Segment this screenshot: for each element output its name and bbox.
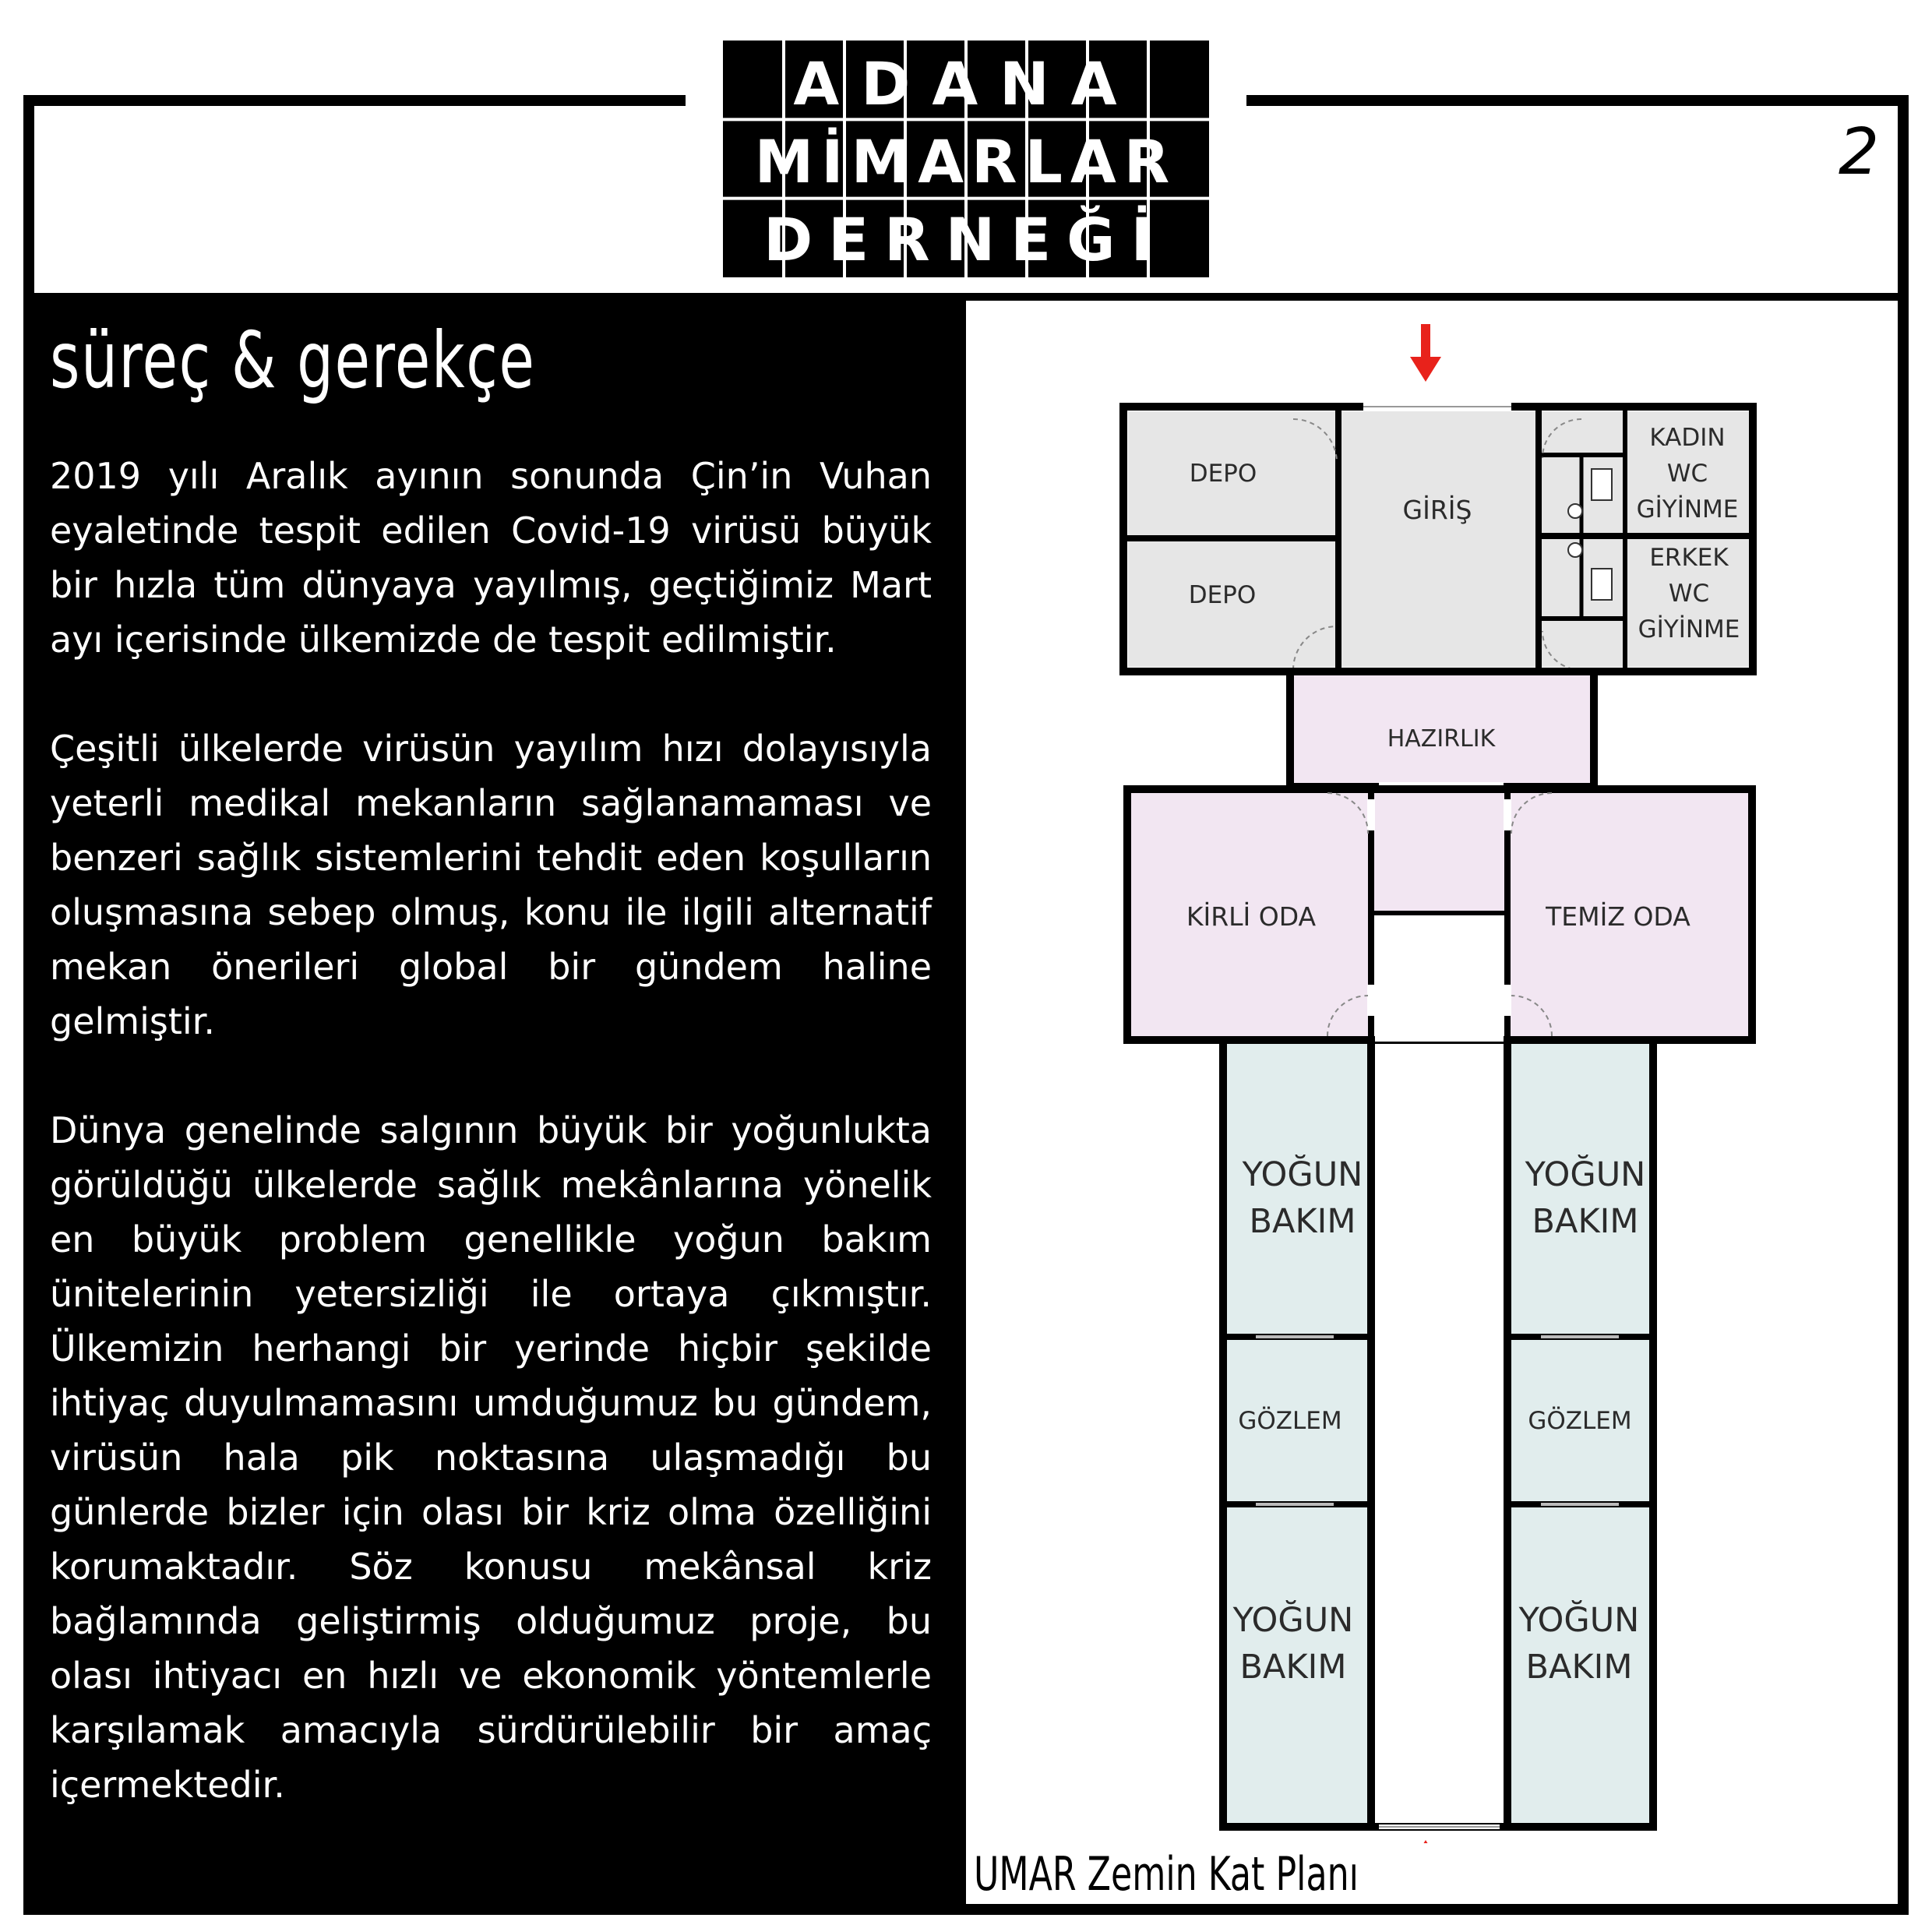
- association-logo: [723, 41, 1209, 277]
- depo-2-label: DEPO: [1188, 581, 1257, 609]
- yogun-bakim-1-line-2: BAKIM: [1249, 1202, 1356, 1241]
- yogun-bakim-1-line-1: YOĞUN: [1242, 1155, 1363, 1194]
- temiz-oda-label: TEMİZ ODA: [1546, 901, 1690, 932]
- plan-caption: UMAR Zemin Kat Planı: [974, 1847, 1359, 1902]
- giris-room: [1340, 411, 1536, 667]
- logo-line-3: DERNEĞİ: [763, 205, 1169, 274]
- yogun-bakim-4-line-2: BAKIM: [1525, 1648, 1633, 1687]
- hazirlik-label: HAZIRLIK: [1387, 725, 1496, 753]
- kadin-wc-line-3: GİYİNME: [1636, 495, 1739, 524]
- paragraph-3: Dünya genelinde salgının büyük bir yoğunlukta görüldüğü ülkelerde sağlık mekânlarına yönelik en büyük problem genellikle yoğun bakım ünitelerinin yetersizliği ile ortaya çıkmıştır. Ülkemizin herhangi bir yerinde hiçbir şekilde ihtiyaç duyulmamasını umduğumuz bu gündem, virüsün hala pik noktasına ulaşmadığı bu günlerde bizler için olası bir kriz olma özelliğini korumaktadır. Söz konusu mekânsal kriz bağlamında geliştirmiş olduğumuz proje, bu olası ihtiyacı en hızlı ve ekonomik yöntemlerle karşılamak amacıyla sürdürülebilir bir amaç içermektedir.: [50, 1109, 932, 1806]
- yogun-bakim-3-line-2: BAKIM: [1239, 1648, 1347, 1687]
- section-heading: süreç & gerekçe: [50, 315, 536, 406]
- kirli-oda-label: KİRLİ ODA: [1186, 901, 1317, 932]
- entrance-arrow-bottom: [1410, 1840, 1441, 1843]
- text-panel: [23, 301, 966, 1915]
- erkek-wc-line-3: GİYİNME: [1638, 615, 1740, 643]
- erkek-wc-line-1: ERKEK: [1649, 544, 1729, 572]
- paragraph-1: 2019 yılı Aralık ayının sonunda Çin’in Vuhan eyaletinde tespit edilen Covid-19 virüsü büyük bir hızla tüm dünyaya yayılmış, geçtiğimiz Mart ayı içerisinde ülkemizde de tespit edilmiştir.: [50, 455, 932, 661]
- kadin-wc-line-2: WC: [1666, 460, 1708, 488]
- paragraph-2: Çeşitli ülkelerde virüsün yayılım hızı dolayısıyla yeterli medikal mekanların sağlanamaması ve benzeri sağlık sistemlerini tehdit eden koşulların oluşmasına sebep olmuş, konu ile ilgili alternatif mekan önerileri global bir gündem haline gelmiştir.: [50, 728, 932, 1042]
- page-number: 2: [1839, 115, 1880, 189]
- depo-1-label: DEPO: [1189, 460, 1257, 488]
- erkek-wc-line-2: WC: [1668, 580, 1710, 608]
- giris-label: GİRİŞ: [1402, 495, 1472, 525]
- kadin-wc-line-1: KADIN: [1649, 424, 1726, 452]
- gozlem-1-label: GÖZLEM: [1238, 1407, 1342, 1435]
- entrance-arrow-top: [1410, 324, 1441, 382]
- yogun-bakim-2-line-1: YOĞUN: [1525, 1155, 1646, 1194]
- header-divider: [34, 293, 1898, 301]
- yogun-bakim-3-line-1: YOĞUN: [1232, 1601, 1354, 1640]
- floor-plan: [966, 301, 1898, 1843]
- floor-plan-panel: [966, 301, 1898, 1904]
- logo-line-2: MİMARLAR: [754, 127, 1178, 196]
- logo-line-1: ADANA: [793, 49, 1139, 118]
- yogun-bakim-4-line-1: YOĞUN: [1518, 1601, 1640, 1640]
- gozlem-2-label: GÖZLEM: [1528, 1407, 1632, 1435]
- yogun-bakim-2-line-2: BAKIM: [1532, 1202, 1639, 1241]
